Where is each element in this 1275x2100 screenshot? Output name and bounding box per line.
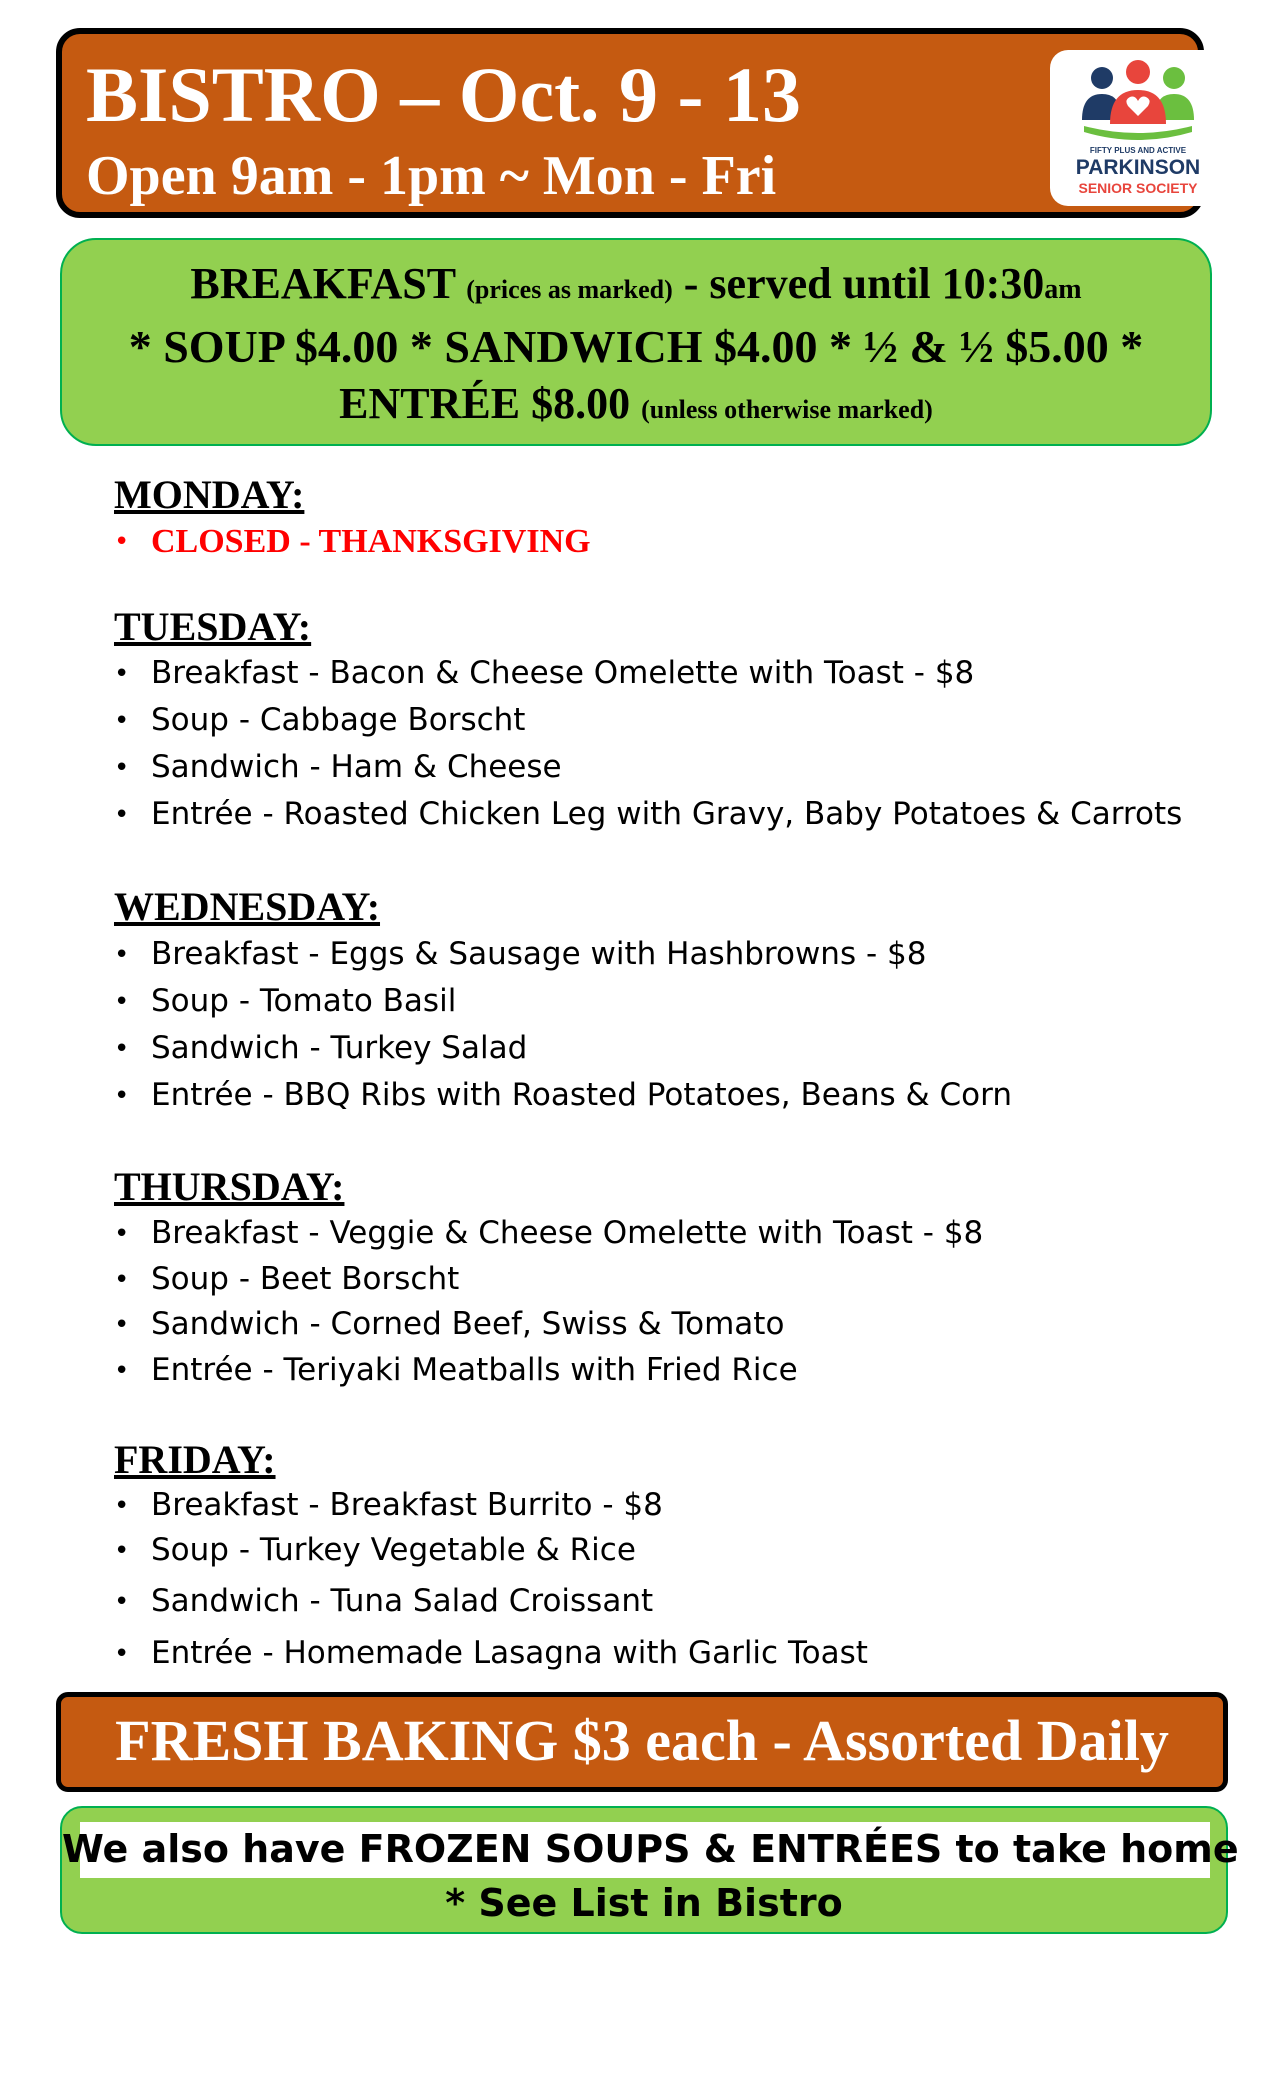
entree-line bbox=[62, 379, 1210, 428]
breakfast-note: (prices as marked) bbox=[466, 275, 673, 304]
day-heading-monday: MONDAY: bbox=[114, 472, 305, 517]
day-heading-thursday: THURSDAY: bbox=[114, 1164, 345, 1209]
frozen-line-1: We also have FROZEN SOUPS & ENTRÉES to take home bbox=[62, 1827, 1239, 1871]
header-banner bbox=[56, 28, 1204, 218]
frozen-notice bbox=[60, 1806, 1239, 1934]
logo bbox=[1050, 50, 1226, 206]
frozen-line-2: * See List in Bistro bbox=[445, 1881, 843, 1925]
pricing-box bbox=[60, 238, 1212, 446]
logo-tagline: FIFTY PLUS AND ACTIVE bbox=[1089, 146, 1187, 155]
entree-note: (unless otherwise marked) bbox=[641, 395, 933, 424]
served-until: - served until 10:30 bbox=[683, 259, 1045, 308]
day-heading-tuesday: TUESDAY: bbox=[114, 604, 312, 649]
logo-subtitle: SENIOR SOCIETY bbox=[1078, 180, 1198, 196]
logo-name: PARKINSON bbox=[1075, 156, 1201, 179]
prices-line: * SOUP $4.00 * SANDWICH $4.00 * ½ & ½ $5.00 * bbox=[128, 321, 1144, 372]
breakfast-label: BREAKFAST bbox=[190, 259, 456, 308]
day-heading-friday: FRIDAY: bbox=[114, 1437, 276, 1482]
entree-price: ENTRÉE $8.00 bbox=[339, 379, 631, 428]
opening-hours: Open 9am - 1pm ~ Mon - Fri bbox=[86, 145, 777, 207]
served-unit: am bbox=[1044, 274, 1082, 305]
breakfast-line bbox=[62, 259, 1210, 308]
people-heart-icon bbox=[1078, 60, 1198, 146]
page-title: BISTRO – Oct. 9 - 13 bbox=[86, 51, 802, 138]
day-heading-wednesday: WEDNESDAY: bbox=[114, 884, 381, 929]
fresh-baking-banner: FRESH BAKING $3 each - Assorted Daily bbox=[56, 1692, 1228, 1792]
